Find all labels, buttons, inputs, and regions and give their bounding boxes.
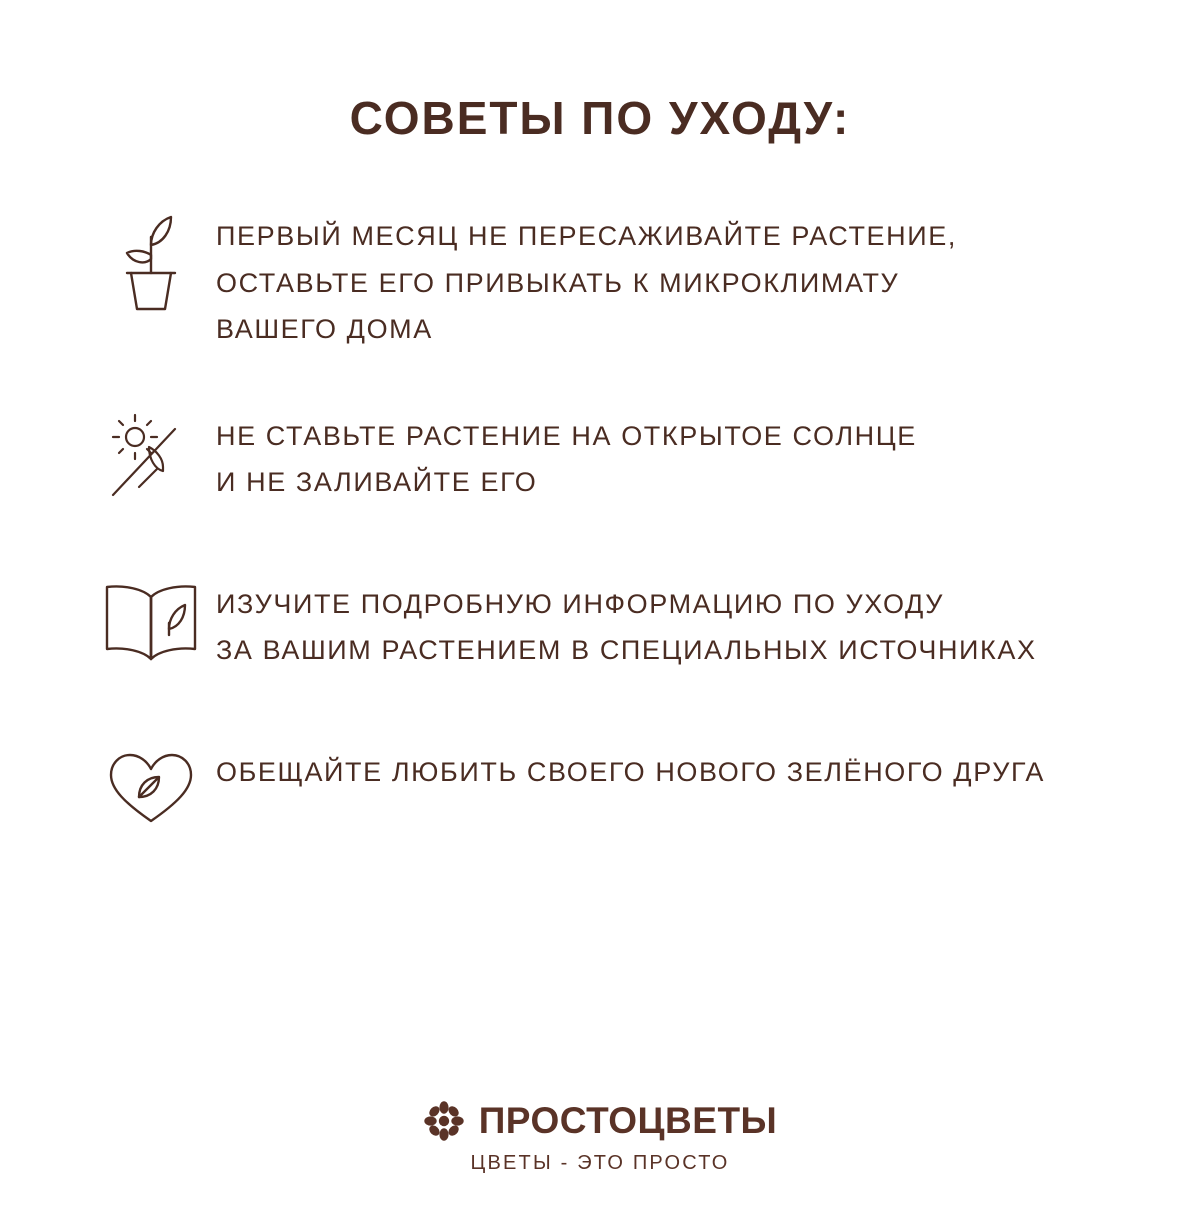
tips-list [0, 209, 1200, 856]
page-title: СОВЕТЫ ПО УХОДУ: [349, 91, 851, 144]
brand-tagline: ЦВЕТЫ - ЭТО ПРОСТО [470, 1151, 730, 1174]
no-sun-no-overwatering-icon [86, 409, 216, 521]
list-item [86, 577, 1140, 689]
list-item [86, 745, 1140, 857]
flower-logo-icon [423, 1100, 465, 1142]
list-item-text: НЕ СТАВЬТЕ РАСТЕНИЕ НА ОТКРЫТОЕ СОЛНЦЕ И НЕ ЗАЛИВАЙТЕ ЕГО [216, 420, 917, 498]
heart-leaf-icon [86, 745, 216, 857]
list-item [86, 409, 1140, 521]
list-item-text: ОБЕЩАЙТЕ ЛЮБИТЬ СВОЕГО НОВОГО ЗЕЛЁНОГО ДРУГА [216, 756, 1045, 787]
list-item [86, 209, 1140, 352]
brand-lockup [0, 1100, 1200, 1142]
footer [0, 1100, 1200, 1175]
list-item-text: ПЕРВЫЙ МЕСЯЦ НЕ ПЕРЕСАЖИВАЙТЕ РАСТЕНИЕ, ОСТАВЬТЕ ЕГО ПРИВЫКАТЬ К МИКРОКЛИМАТУ ВАШЕГО ДОМА [216, 221, 957, 345]
open-book-icon [86, 577, 216, 689]
brand-name: ПРОСТОЦВЕТЫ [478, 1099, 778, 1141]
care-tips-page [0, 31, 1200, 1231]
potted-plant-icon [86, 209, 216, 321]
list-item-text: ИЗУЧИТЕ ПОДРОБНУЮ ИНФОРМАЦИЮ ПО УХОДУ ЗА ВАШИМ РАСТЕНИЕМ В СПЕЦИАЛЬНЫХ ИСТОЧНИКАХ [216, 588, 1037, 666]
